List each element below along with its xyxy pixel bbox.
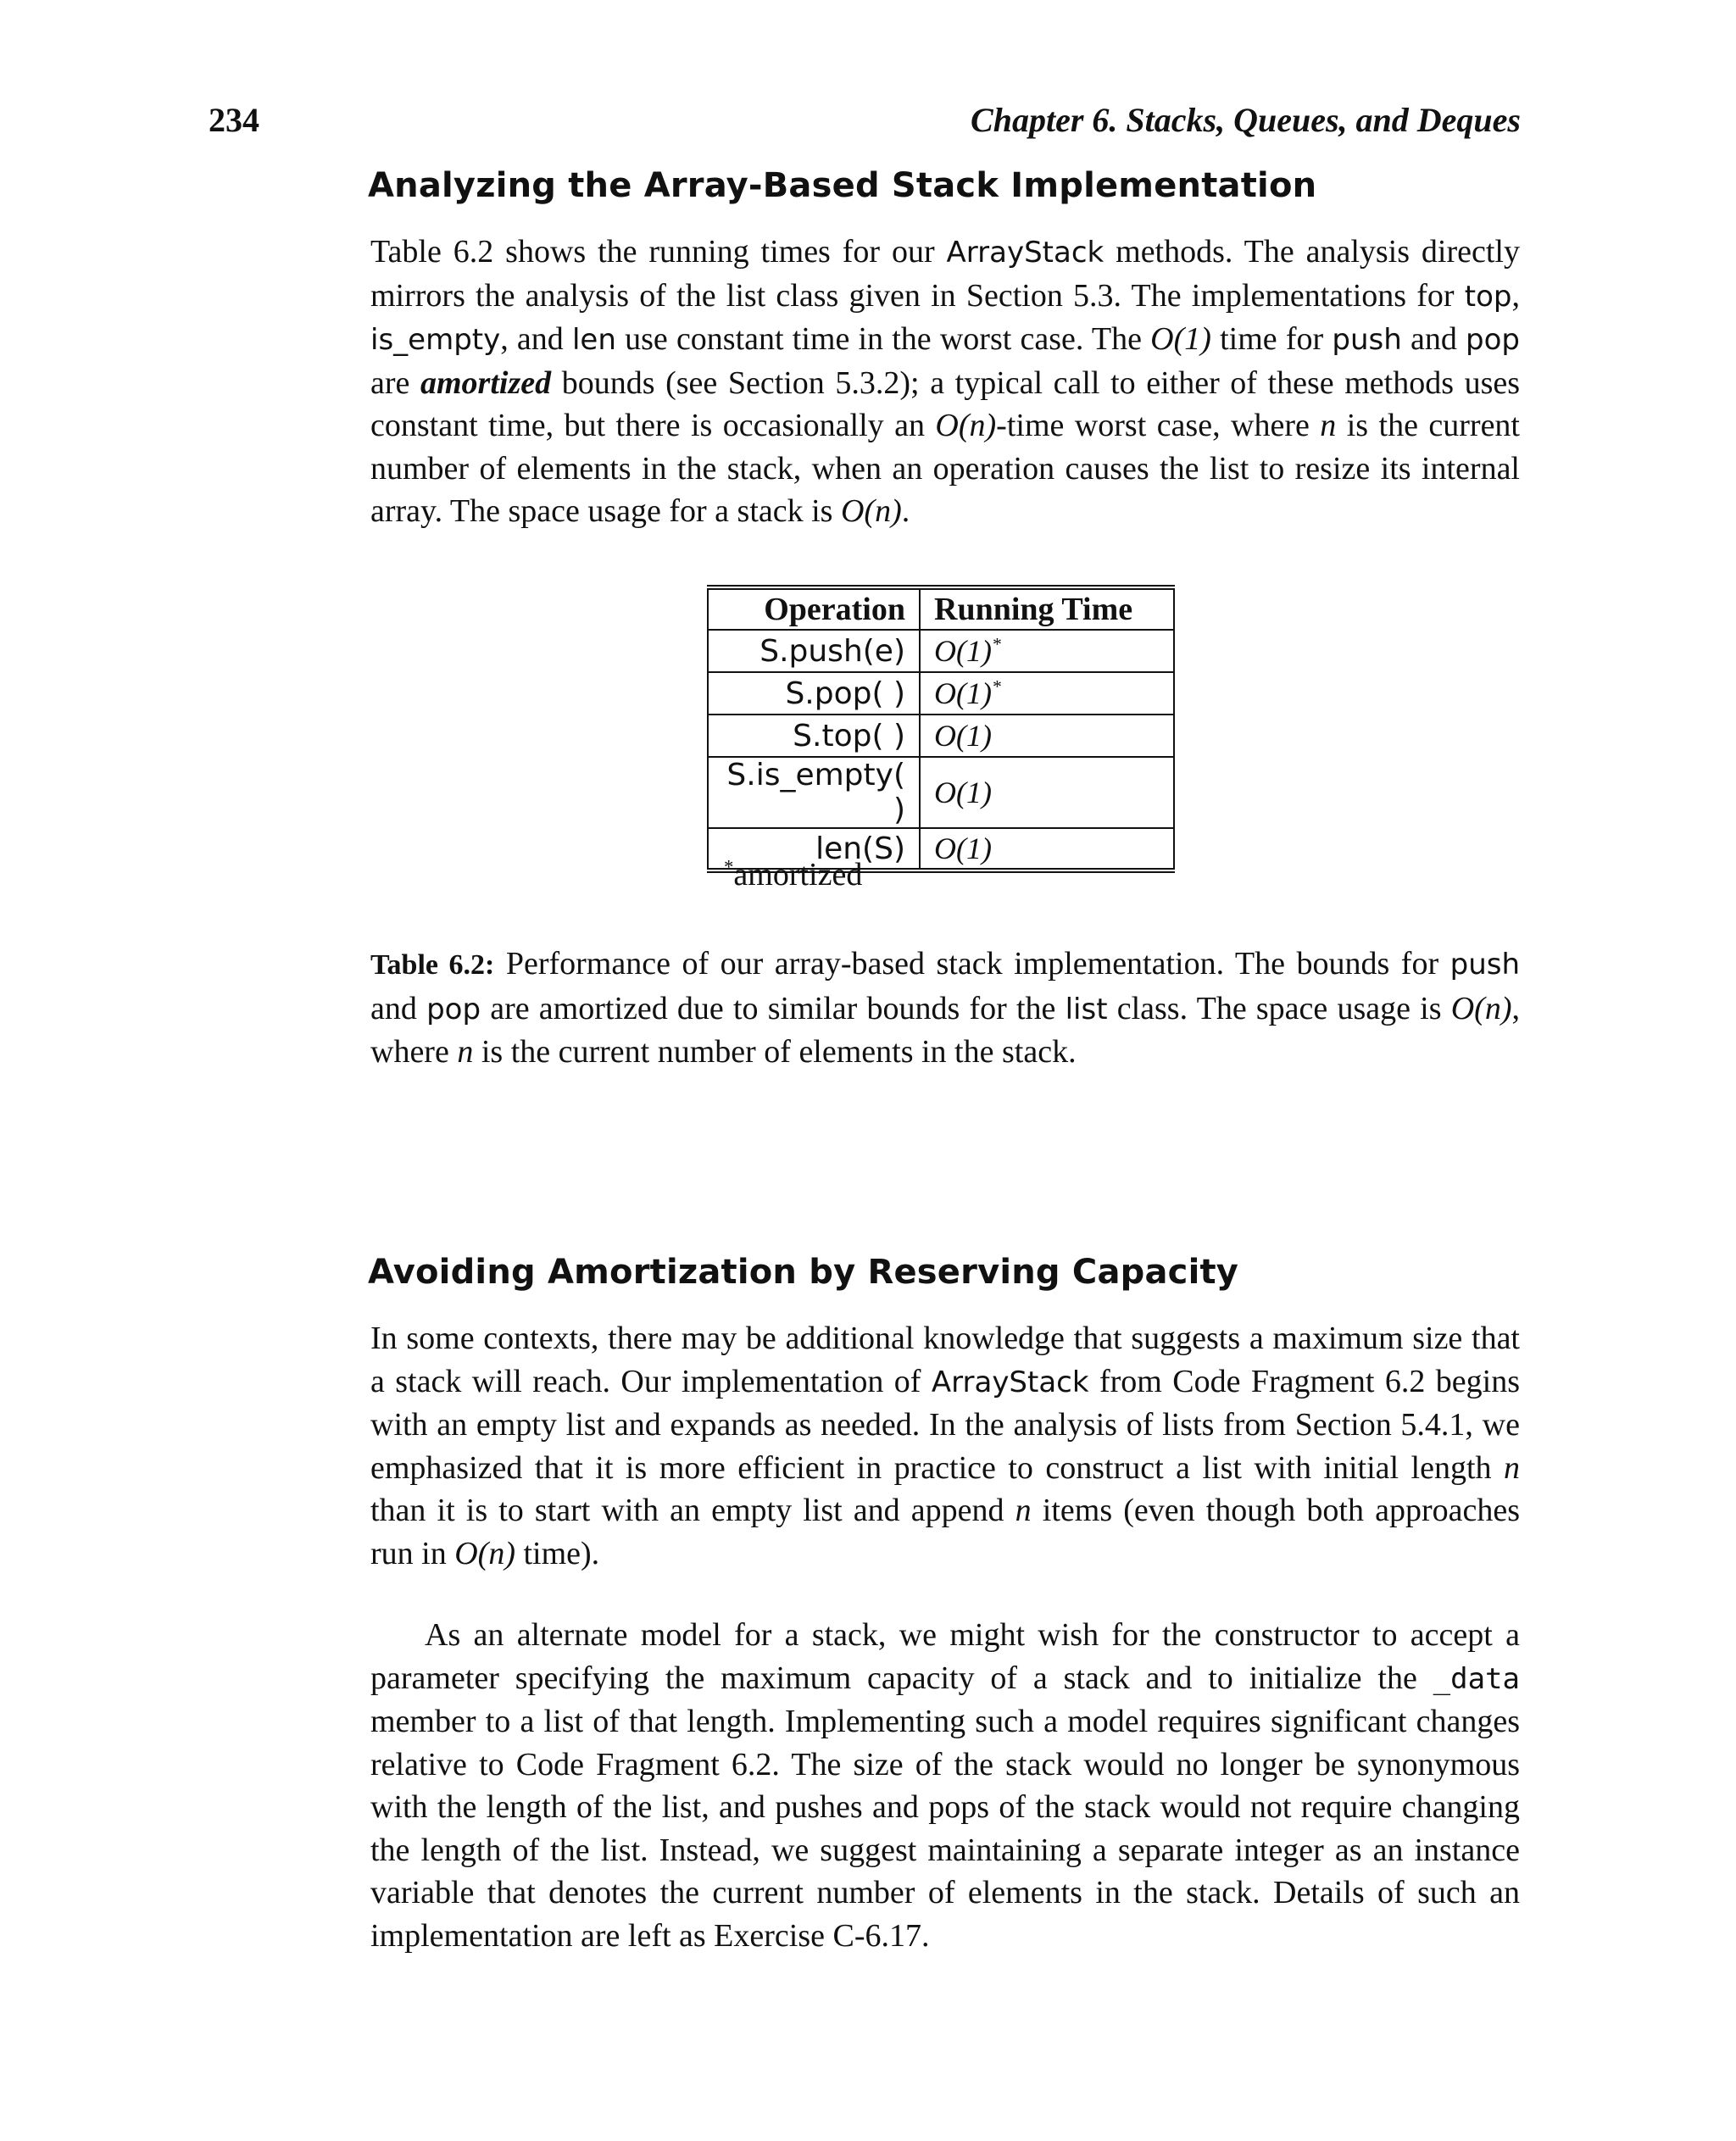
column-header-operation: Operation [708,587,920,630]
text-run: is the current number of elements in the stack. [473,1034,1077,1070]
code-push: push [1449,948,1521,982]
table-row [708,630,1174,672]
paragraph-analysis [370,231,1520,533]
time-value: O(1) [934,634,992,668]
table-row [708,757,1174,828]
text-run: Table 6.2 shows the running times for our [370,234,947,270]
page-number: 234 [209,101,259,139]
paragraph-alternate-model [370,1614,1520,1957]
footnote-mark: * [724,856,734,878]
code-pop: pop [1466,323,1520,357]
text-run: member to a list of that length. Implementing such a model requires significant changes relative to Code Fragment 6.2. The size of the stack would no longer be synonymous with the length of the list, and pushes and pops of the stack would not require changing the length of the list. Instead, we suggest maintaining a separate integer as an instance variable that denotes the current number of elements in the stack. Details of such an implementation are left as Exercise C-6.17. [370,1704,1520,1954]
math-on: O(n) [1450,990,1512,1026]
math-n: n [1320,408,1337,443]
text-run: Performance of our array-based stack implementation. The bounds for [494,946,1450,982]
section-heading-avoiding-amortization: Avoiding Amortization by Reserving Capacity [368,1253,1239,1292]
table-footnote [724,856,862,893]
math-on: O(n) [454,1535,515,1571]
emphasis-amortized: amortized [420,364,552,401]
table-row [708,715,1174,757]
math-o1: O(1) [1150,321,1211,357]
paragraph-capacity-intro [370,1317,1520,1575]
text-run: In some contexts, there may be additional knowledge that suggests a maximum size that a stack will reach. Our implementation of [370,1321,1520,1399]
caption-label: Table 6.2: [370,949,495,981]
code-list: list [1065,992,1108,1026]
code-is-empty: is_empty [370,323,501,357]
text-run: is the current number of elements in the stack, when an operation causes the list to resize its internal array. The space usage for a stack is [370,408,1520,529]
running-time-cell [920,757,1174,828]
time-value: O(1) [934,831,992,865]
time-value: O(1) [934,676,992,710]
running-time-cell [920,630,1174,672]
text-run: , where [370,990,1520,1070]
code-arraystack: ArrayStack [931,1365,1089,1399]
math-n: n [457,1034,474,1070]
math-on: O(n) [935,408,997,443]
text-run: . [901,493,910,529]
text-run: than it is to start with an empty list and append [370,1493,1015,1528]
text-run: are [370,364,420,401]
time-value: O(1) [934,776,992,809]
text-run: methods. The analysis directly mirrors the analysis of the list class given in Section 5.3. The implementations for [370,234,1520,314]
table-header-row [708,587,1174,630]
time-value: O(1) [934,719,992,753]
text-run: time for [1210,321,1333,357]
operation-cell: len(S) [708,828,920,870]
text-run: use constant time in the worst case. The [615,321,1151,357]
text-run: -time worst case, where [996,408,1321,443]
running-time-cell [920,672,1174,715]
operation-cell: S.top( ) [708,715,920,757]
text-run: items (even though both approaches run in [370,1493,1520,1571]
running-time-table [707,585,1175,873]
code-push: push [1332,323,1402,357]
text-run: bounds (see Section 5.3.2); a typical call to either of these methods uses constant time, but there is occasionally an [370,364,1521,443]
footnote-text: amortized [733,857,863,893]
amortized-mark: * [991,634,1001,654]
code-arraystack: ArrayStack [946,236,1104,270]
text-run: As an alternate model for a stack, we might wish for the constructor to accept a parameter specifying the maximum capacity of a stack and to initialize the [370,1617,1520,1696]
operation-cell: S.is_empty( ) [708,757,920,828]
table-row [708,672,1174,715]
code-pop: pop [426,992,481,1026]
code-data-member: _data [1433,1661,1520,1696]
operation-cell: S.pop( ) [708,672,920,715]
text-run: time). [515,1535,600,1571]
amortized-mark: * [991,676,1001,697]
column-header-running-time: Running Time [920,587,1174,630]
operation-cell: S.push(e) [708,630,920,672]
math-on: O(n) [840,493,902,529]
text-run: from Code Fragment 6.2 begins with an empty list and expands as needed. In the analysis of lists from Section 5.4.1, we emphasized that it is more efficient in practice to construct a list with initial length [370,1363,1520,1486]
text-run: , [1511,277,1520,314]
running-header: Chapter 6. Stacks, Queues, and Deques [971,101,1521,139]
running-time-cell [920,828,1174,870]
text-run: and [1401,321,1466,357]
math-n: n [1015,1493,1032,1528]
code-top: top [1464,279,1512,314]
text-run: class. The space usage is [1107,990,1451,1026]
code-len: len [571,323,616,357]
math-n: n [1504,1449,1520,1486]
text-run: and [370,990,427,1026]
text-run: , and [500,321,572,357]
text-run: are amortized due to similar bounds for the [481,990,1066,1026]
running-time-cell [920,715,1174,757]
section-heading-analyzing: Analyzing the Array-Based Stack Implementation [368,166,1317,205]
table-caption [370,943,1520,1074]
